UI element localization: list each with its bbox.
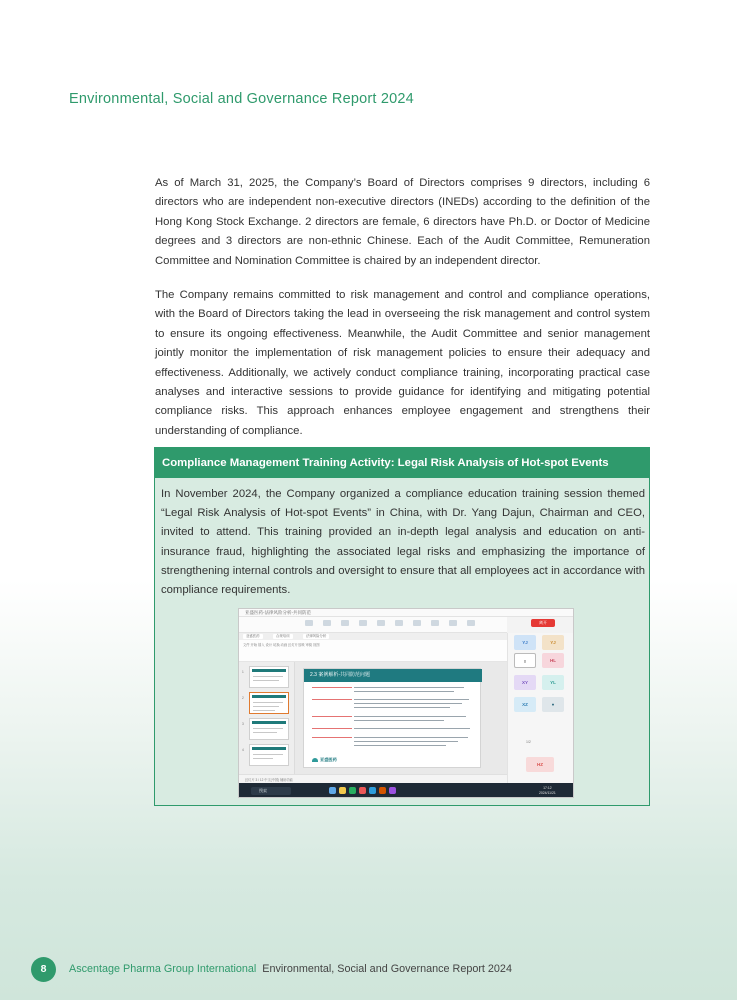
slide-logo: 亚盛医药 [312, 757, 337, 763]
taskbar-app-icon [359, 787, 366, 794]
ppt-menu-row: 文件 开始 插入 设计 切换 动画 幻灯片放映 审阅 视图 [243, 643, 320, 647]
screenshot-ppt-tabs [239, 633, 507, 640]
slide-text-line [312, 737, 352, 738]
slide-text-line [312, 687, 352, 688]
risk-management-paragraph: The Company remains committed to risk management and control and compliance operations, with the Board of Directors taking the lead in overseeing the risk management and control system to ensure its ongoing effectiveness. Meanwhile, the Audit Committee and senior management jointly monitor the implementation of risk management policies to ensure their adequacy and effectiveness. Additionally, we actively conduct compliance training, incorporating practical case analyses and interactive sessions to provide guidance for identifying and mitigating potential compliance risks. This approach enhances employee engagement and strengthens their understanding of compliance. [155, 289, 650, 437]
screenshot-slide-thumbnails: 1 2 3 4 [239, 662, 295, 774]
slide-text-line [312, 728, 352, 729]
participant-avatar-tile: ● [542, 697, 564, 712]
leave-meeting-button: 离开 [531, 619, 555, 627]
settings-icon [431, 620, 439, 626]
taskbar-clock [539, 786, 556, 795]
screenshot-window-title: 亚盛医药-法律风险分析-共同防范 [245, 610, 311, 615]
training-activity-body: In November 2024, the Company organized a compliance education training session themed “Legal Risk Analysis of Hot-spot Events” in China, with Dr. Yang Dajun, Chairman and CEO, invited to attend. This training provided an in-depth legal analysis and education on anti-insurance fraud, highlighting the associated legal risks and emphasizing the importance of strengthening internal controls and oversight to ensure that all employees act in accordance with compliance requirements. [161, 488, 645, 597]
members-icon [359, 620, 367, 626]
slide-text-line [354, 707, 450, 708]
mute-icon [305, 620, 313, 626]
slide-text-line [354, 699, 469, 700]
screenshot-ppt-ribbon [239, 640, 507, 662]
slide-thumbnail [249, 744, 289, 766]
screenshot-meeting-toolbar [239, 617, 507, 633]
clock-date: 2024/11/21 [539, 790, 556, 795]
slide-text-line [354, 741, 458, 742]
slide-text-line [354, 720, 444, 721]
page-header-title: Environmental, Social and Governance Report 2024 [69, 91, 414, 107]
taskbar-app-icon [349, 787, 356, 794]
ppt-tab: 合规培训 [273, 634, 293, 639]
slide-thumbnail [249, 718, 289, 740]
screenshot-status-bar [239, 774, 507, 783]
layout-icon [467, 620, 475, 626]
training-activity-box [154, 447, 650, 806]
slide-text-line [354, 691, 454, 692]
taskbar-app-icon [379, 787, 386, 794]
video-icon [323, 620, 331, 626]
training-activity-title: Compliance Management Training Activity: Legal Risk Analysis of Hot-spot Events [155, 448, 649, 478]
slide-thumbnail-selected [249, 692, 289, 714]
more-icon [449, 620, 457, 626]
participant-tile: XZ [514, 697, 536, 712]
footer-company-name: Ascentage Pharma Group International [69, 963, 257, 975]
participant-tile: HZ [526, 757, 554, 772]
apps-icon [413, 620, 421, 626]
slide-text-line [312, 699, 352, 700]
participants-page-indicator: 1/2 [526, 740, 531, 744]
participant-tile: XY [514, 675, 536, 690]
slide-text-line [354, 716, 466, 717]
ppt-tab: 亚盛医药 [243, 634, 263, 639]
slide-thumbnail [249, 666, 289, 688]
clock-time: 17:12 [543, 786, 552, 790]
slide-text-line [354, 703, 462, 704]
page-footer [31, 956, 512, 982]
record-icon [395, 620, 403, 626]
board-composition-paragraph: As of March 31, 2025, the Company’s Board of Directors comprises 9 directors, including 6 directors who are independent non-executive directors (INEDs) according to the definition of the Hong Kong Stock Exchange. 2 directors are female, 6 directors have Ph.D. or Doctor of Medicine degrees and 3 directors are non-ethnic Chinese. Each of the Audit Committee, Remuneration Committee and Nomination Committee is chaired by an independent director. [155, 177, 650, 267]
taskbar-app-icon [339, 787, 346, 794]
slide-text-line [354, 745, 446, 746]
screenshot-participants-panel [507, 633, 574, 783]
participant-tile: YL [542, 675, 564, 690]
participant-tile: YJ [542, 635, 564, 650]
slide-text-line [354, 728, 470, 729]
slide-text-line [312, 716, 352, 717]
page-number: 8 [31, 957, 56, 982]
footer-report-title: Environmental, Social and Governance Report 2024 [262, 963, 512, 975]
slide-title: 2.3 案例解析-共同防范问题 [304, 669, 482, 682]
screenshot-slide-area [295, 662, 507, 774]
status-text: 幻灯片 3 / 12 中文(中国) 辅助功能 [245, 778, 293, 782]
taskbar-app-icon [369, 787, 376, 794]
taskbar-app-icon [389, 787, 396, 794]
ppt-tab: 法律风险分析 [303, 634, 329, 639]
participant-tile-alert: ! [514, 653, 536, 668]
screenshot-taskbar [239, 783, 574, 798]
participant-tile: YJ [514, 635, 536, 650]
participant-tile: HL [542, 653, 564, 668]
share-icon [341, 620, 349, 626]
current-slide [303, 668, 481, 768]
slide-text-line [354, 687, 464, 688]
training-screenshot [238, 608, 574, 798]
slide-text-line [354, 737, 468, 738]
chat-icon [377, 620, 385, 626]
taskbar-app-icon [329, 787, 336, 794]
screenshot-titlebar [239, 609, 574, 617]
taskbar-search: 搜索 [251, 787, 291, 795]
